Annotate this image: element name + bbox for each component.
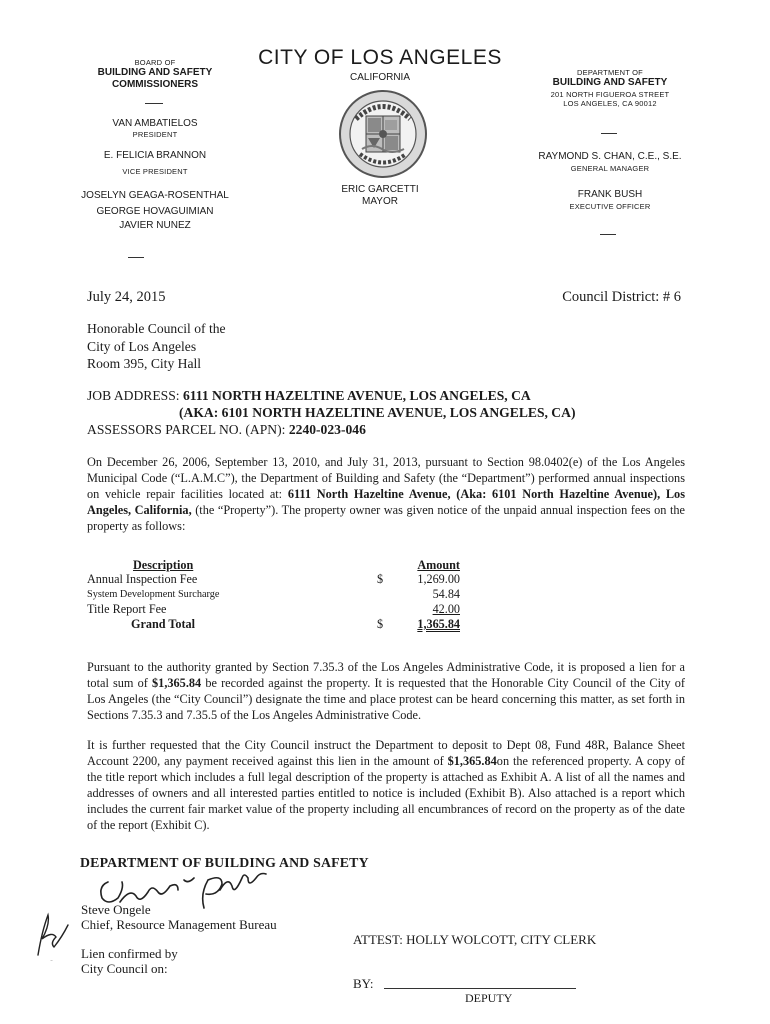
lien-amount: $1,365.84 bbox=[152, 676, 202, 690]
grand-total-label: Grand Total bbox=[131, 617, 196, 631]
grand-total-amount: 1,365.84 bbox=[417, 617, 460, 631]
job-address-line bbox=[87, 387, 727, 404]
mayor-name: ERIC GARCETTI bbox=[341, 184, 419, 195]
president-title: PRESIDENT bbox=[132, 130, 178, 139]
apn-label: ASSESSORS PARCEL NO. (APN): bbox=[87, 422, 286, 437]
president-name: VAN AMBATIELOS bbox=[112, 118, 198, 129]
council-district: Council District: # 6 bbox=[562, 289, 681, 305]
recipient-line: Room 395, City Hall bbox=[87, 356, 202, 371]
vice-president-name: E. FELICIA BRANNON bbox=[103, 150, 207, 161]
department-city: LOS ANGELES, CA 90012 bbox=[563, 99, 657, 108]
amount-header: Amount bbox=[417, 558, 460, 572]
description-header: Description bbox=[133, 558, 194, 572]
lien-confirmed-label: Lien confirmed by bbox=[81, 946, 178, 961]
lien-confirmed-label: City Council on: bbox=[81, 961, 168, 976]
lien-amount: $1,365.84 bbox=[447, 754, 497, 768]
paragraph-lien-proposal: Pursuant to the authority granted by Section 7.35.3 of the Los Angeles Administrative Code, it is proposed a lien for a total sum of $1,365.84 be recorded against the property. It is requested that the Honorable City Council of the City of Los Angeles (the “City Council”) designate the time and place protest can be heard concerning this matter, as set forth in Sections 7.35.3 and 7.35.5 of the Los Angeles Administrative Code. bbox=[87, 660, 685, 722]
board-name-line1: BUILDING AND SAFETY bbox=[97, 67, 213, 78]
fee-row-label: Title Report Fee bbox=[87, 602, 167, 616]
fee-row-amount: 54.84 bbox=[432, 587, 460, 601]
currency-symbol: $ bbox=[377, 617, 384, 631]
job-address: 6111 NORTH HAZELTINE AVENUE, LOS ANGELES, CA bbox=[182, 388, 531, 403]
aka-address: (AKA: 6101 NORTH HAZELTINE AVENUE, LOS ANGELES, CA) bbox=[179, 405, 576, 420]
signer-name: Steve Ongele bbox=[81, 902, 151, 917]
fee-row-amount: 1,269.00 bbox=[417, 572, 460, 586]
fee-row-amount: 42.00 bbox=[432, 602, 460, 616]
fee-row-label: System Development Surcharge bbox=[87, 589, 220, 600]
city-seal-icon bbox=[338, 89, 428, 179]
department-name: BUILDING AND SAFETY bbox=[552, 77, 668, 88]
apn-line bbox=[87, 421, 727, 438]
letter-date: July 24, 2015 bbox=[87, 289, 166, 305]
recipient-line: Honorable Council of the bbox=[87, 321, 226, 336]
job-address-label: JOB ADDRESS: bbox=[87, 388, 180, 403]
by-label: BY: bbox=[353, 976, 374, 991]
divider bbox=[601, 133, 617, 134]
currency-symbol: $ bbox=[377, 572, 384, 586]
board-label: BOARD OF bbox=[134, 58, 176, 67]
paragraph-deposit-request: It is further requested that the City Council instruct the Department to deposit to Dept 08, Fund 48R, Balance Sheet Account 2200, any payment received against this lien in the amount of $1,365.84on the referenced property. A copy of the title report which includes a full legal description of the property is attached as Exhibit A. A list of all the names and addresses of owners and all interested parties entitled to notice is included (Exhibit B). Also attached is a report which includes the current fair market value of the property including all encumbrances of record on the property as of the date of the report (Exhibit C). bbox=[87, 738, 685, 832]
board-name-line2: COMMISSIONERS bbox=[111, 79, 199, 90]
city-title: CITY OF LOS ANGELES bbox=[258, 46, 502, 69]
department-signature-heading: DEPARTMENT OF BUILDING AND SAFETY bbox=[80, 855, 369, 870]
fee-row-label: Annual Inspection Fee bbox=[87, 572, 198, 586]
initials-mark bbox=[30, 905, 80, 961]
commissioner-name: GEORGE HOVAGUIMIAN bbox=[96, 206, 214, 217]
general-manager-name: RAYMOND S. CHAN, C.E., S.E. bbox=[538, 151, 682, 162]
property-address: 6111 North Hazeltine Avenue, (Aka: 6101 North Hazeltine Avenue), Los Angeles, California, bbox=[87, 487, 685, 517]
general-manager-title: GENERAL MANAGER bbox=[570, 164, 650, 173]
recipient-block bbox=[87, 320, 226, 373]
divider bbox=[145, 103, 163, 104]
executive-officer-title: EXECUTIVE OFFICER bbox=[569, 202, 651, 211]
paragraph-inspections: On December 26, 2006, September 13, 2010, and July 31, 2013, pursuant to Section 98.0402(e) of the Los Angeles Municipal Code (“L.A.M.C”), the Department of Building and Safety (the “Department”) performed annual inspections on vehicle repair facilities located at: 6111 North Hazeltine Avenue, (Aka: 6101 North Hazeltine Avenue), Los Angeles, California, (the “Property”). The property owner was given notice of the unpaid annual inspection fees on the property as follows: bbox=[87, 455, 685, 533]
divider bbox=[128, 257, 144, 258]
state-name: CALIFORNIA bbox=[349, 72, 410, 83]
mayor-title: MAYOR bbox=[362, 196, 398, 207]
attest-line: ATTEST: HOLLY WOLCOTT, CITY CLERK bbox=[353, 932, 597, 947]
signature-line[interactable] bbox=[384, 988, 576, 989]
commissioner-name: JOSELYN GEAGA-ROSENTHAL bbox=[81, 190, 229, 201]
vice-president-title: VICE PRESIDENT bbox=[122, 167, 188, 176]
department-label: DEPARTMENT OF bbox=[577, 68, 643, 77]
deputy-label: DEPUTY bbox=[465, 991, 513, 1005]
divider bbox=[600, 234, 616, 235]
department-street: 201 NORTH FIGUEROA STREET bbox=[550, 90, 670, 99]
recipient-line: City of Los Angeles bbox=[87, 338, 197, 354]
signer-title: Chief, Resource Management Bureau bbox=[81, 917, 277, 932]
commissioner-name: JAVIER NUNEZ bbox=[119, 220, 191, 231]
executive-officer-name: FRANK BUSH bbox=[577, 189, 643, 200]
apn-number: 2240-023-046 bbox=[288, 422, 366, 437]
